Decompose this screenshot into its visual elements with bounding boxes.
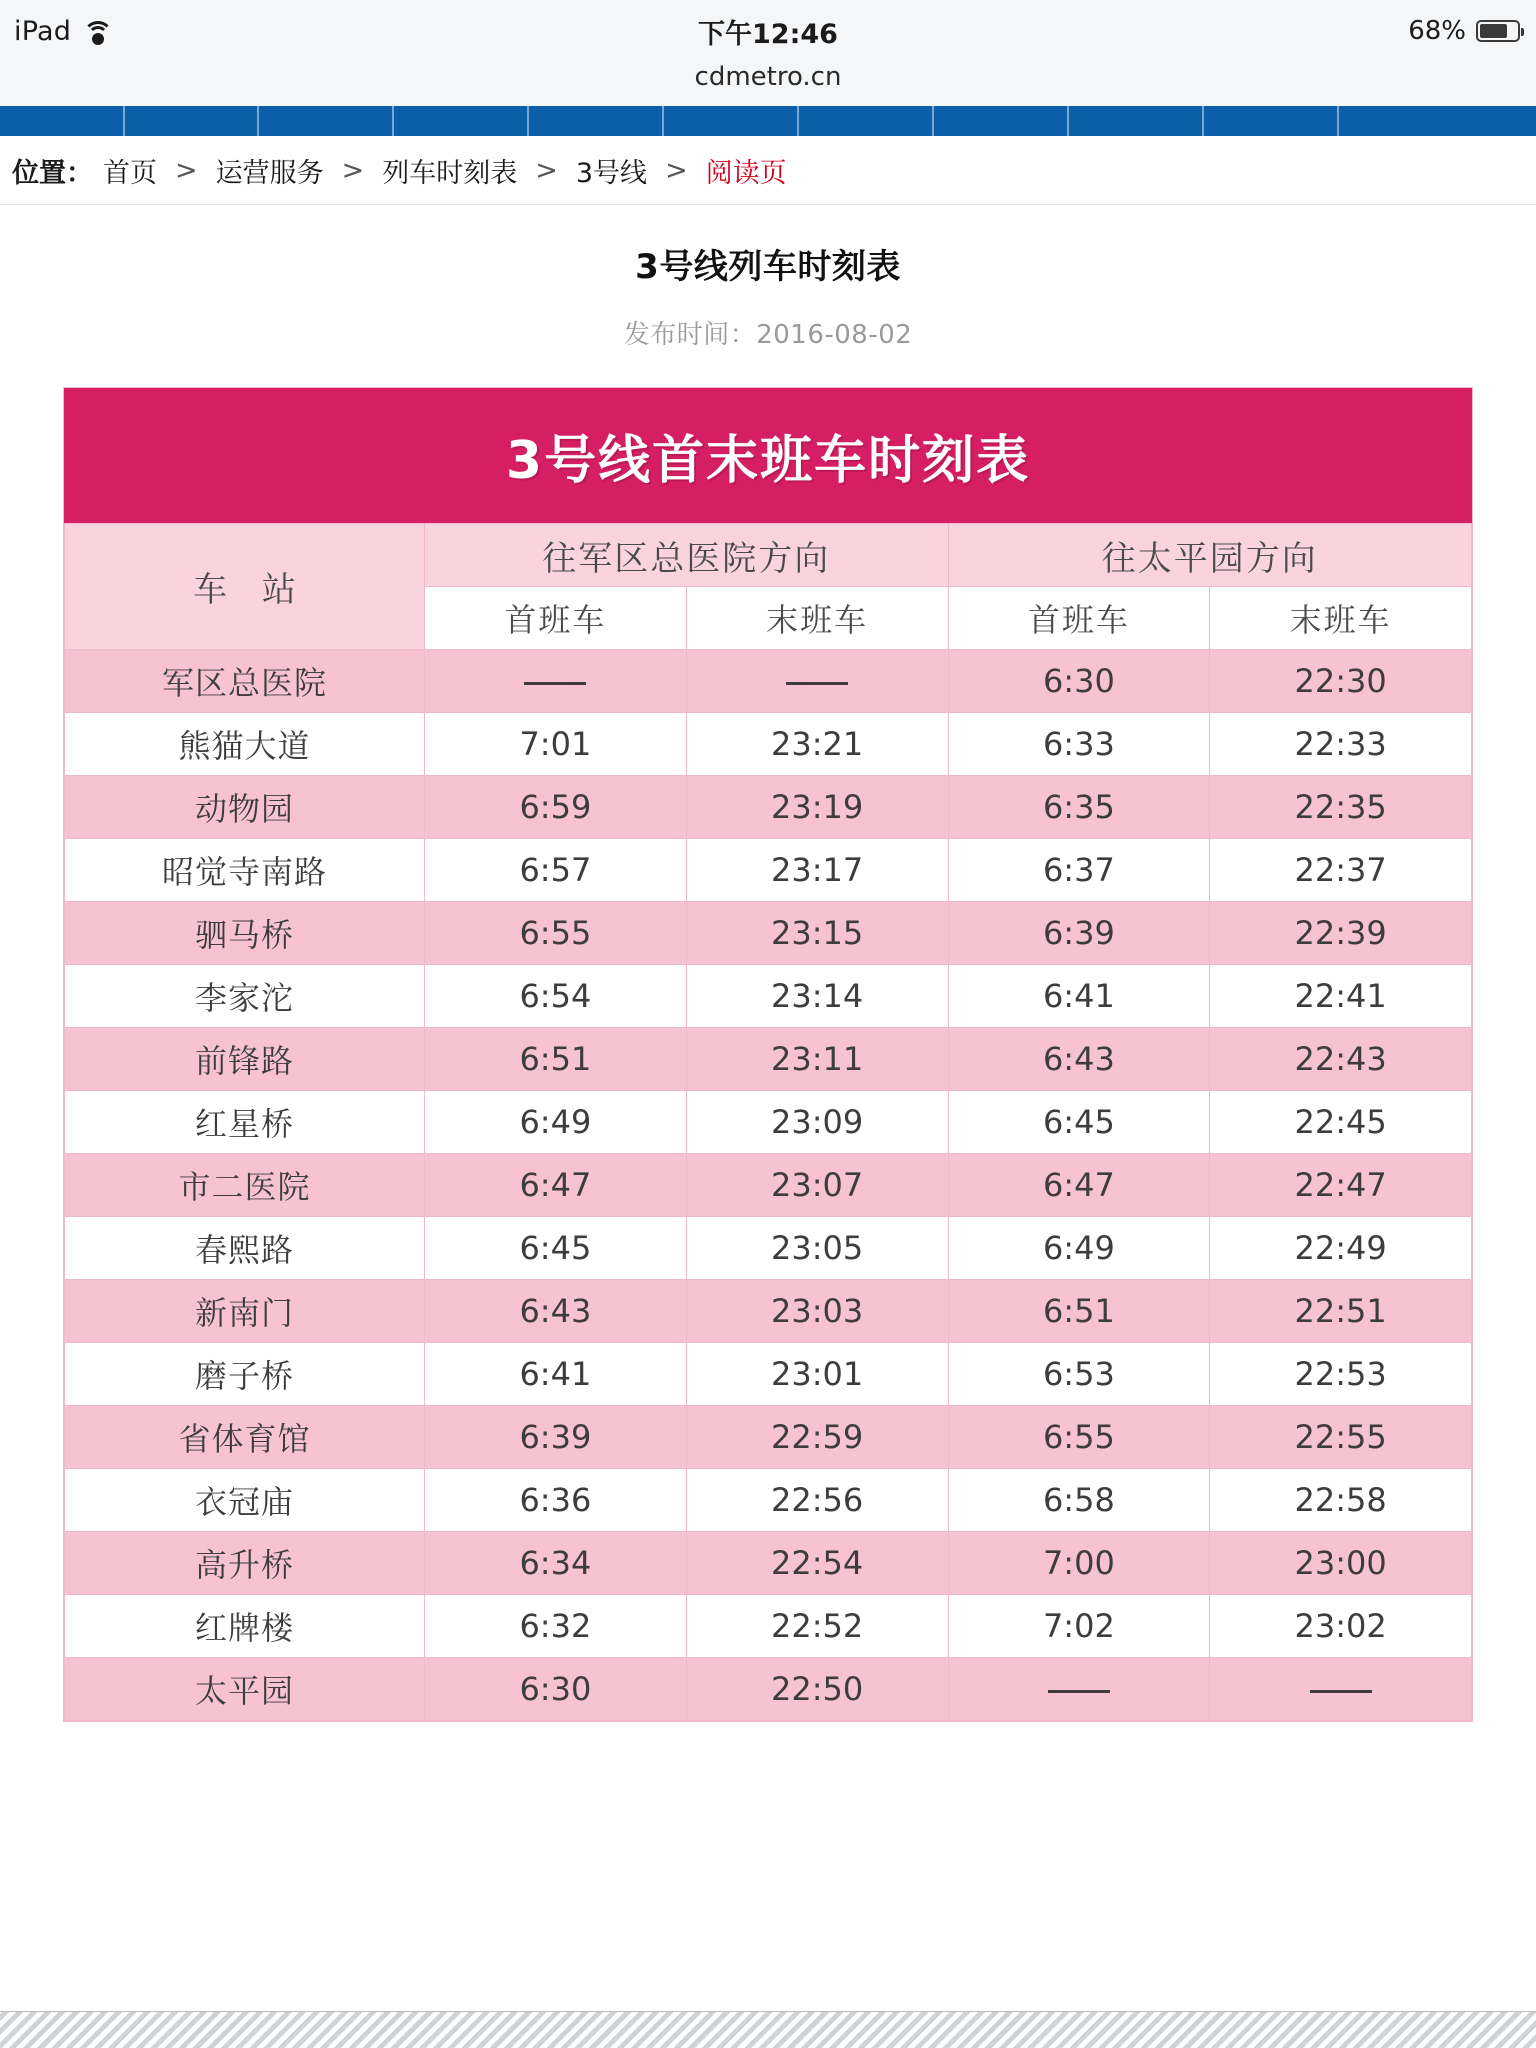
cell-a-last-train: 23:05 [686,1217,948,1280]
header-direction-a: 往军区总医院方向 [425,524,949,587]
cell-station: 红星桥 [65,1091,425,1154]
battery-icon [1476,20,1520,42]
status-bar-clock: 下午12:46 [698,18,838,50]
site-nav-stripe[interactable] [0,106,1536,136]
cell-a-last-train: 23:03 [686,1280,948,1343]
table-row [65,1028,1472,1091]
cell-b-last-train: 22:47 [1210,1154,1472,1217]
cell-b-first-train [948,1658,1210,1721]
cell-b-last-train: 22:49 [1210,1217,1472,1280]
article [0,205,1536,1722]
table-row [65,650,1472,713]
cell-a-last-train: 23:11 [686,1028,948,1091]
cell-b-first-train: 6:58 [948,1469,1210,1532]
cell-a-first-train: 6:47 [425,1154,687,1217]
cell-b-last-train: 23:00 [1210,1532,1472,1595]
no-service-dash [786,682,848,685]
cell-a-first-train: 7:01 [425,713,687,776]
cell-b-first-train: 6:45 [948,1091,1210,1154]
cell-b-first-train: 6:33 [948,713,1210,776]
cell-station: 磨子桥 [65,1343,425,1406]
no-service-dash [1310,1690,1372,1693]
cell-a-last-train: 23:21 [686,713,948,776]
cell-a-first-train: 6:30 [425,1658,687,1721]
cell-station: 熊猫大道 [65,713,425,776]
cell-b-first-train: 6:35 [948,776,1210,839]
cell-a-first-train: 6:34 [425,1532,687,1595]
breadcrumb [0,136,1536,205]
cell-a-last-train: 22:50 [686,1658,948,1721]
table-row [65,1343,1472,1406]
cell-a-last-train: 23:09 [686,1091,948,1154]
table-row [65,1595,1472,1658]
cell-b-last-train [1210,1658,1472,1721]
device-label: iPad [14,15,72,47]
cell-b-first-train: 6:30 [948,650,1210,713]
cell-b-first-train: 6:47 [948,1154,1210,1217]
breadcrumb-item-timetable[interactable]: 列车时刻表 [382,157,518,189]
cell-a-first-train: 6:49 [425,1091,687,1154]
header-a-last-train: 末班车 [686,587,948,650]
table-row [65,839,1472,902]
cell-b-first-train: 7:02 [948,1595,1210,1658]
cell-a-first-train: 6:45 [425,1217,687,1280]
bottom-hatched-bar [0,2011,1536,2048]
timetable-body [65,650,1472,1721]
cell-b-last-train: 22:35 [1210,776,1472,839]
cell-a-last-train: 22:54 [686,1532,948,1595]
breadcrumb-item-reading-page: 阅读页 [705,157,787,189]
cell-b-last-train: 22:39 [1210,902,1472,965]
publish-label: 发布时间： [623,320,757,350]
cell-b-last-train: 22:45 [1210,1091,1472,1154]
url-text[interactable]: cdmetro.cn [694,62,842,92]
breadcrumb-separator: > [665,154,688,186]
cell-b-last-train: 22:58 [1210,1469,1472,1532]
table-row [65,1091,1472,1154]
cell-b-first-train: 6:43 [948,1028,1210,1091]
table-row [65,776,1472,839]
breadcrumb-separator: > [175,154,198,186]
timetable-banner-title: 3号线首末班车时刻表 [505,431,1031,491]
header-station: 车 站 [65,524,425,650]
cell-station: 春熙路 [65,1217,425,1280]
publish-meta [0,314,1536,351]
cell-a-first-train: 6:36 [425,1469,687,1532]
cell-station: 太平园 [65,1658,425,1721]
header-direction-b: 往太平园方向 [948,524,1472,587]
cell-b-first-train: 6:53 [948,1343,1210,1406]
table-row [65,902,1472,965]
cell-a-first-train: 6:41 [425,1343,687,1406]
cell-b-last-train: 22:53 [1210,1343,1472,1406]
cell-a-first-train: 6:59 [425,776,687,839]
cell-b-last-train: 22:30 [1210,650,1472,713]
cell-a-first-train: 6:39 [425,1406,687,1469]
cell-b-last-train: 22:33 [1210,713,1472,776]
table-row [65,1406,1472,1469]
breadcrumb-item-line3[interactable]: 3号线 [575,157,648,189]
breadcrumb-item-operations[interactable]: 运营服务 [215,157,324,189]
cell-b-first-train: 6:41 [948,965,1210,1028]
cell-a-last-train: 23:07 [686,1154,948,1217]
cell-a-first-train: 6:32 [425,1595,687,1658]
timetable-figure [63,387,1473,1722]
cell-a-first-train: 6:54 [425,965,687,1028]
table-row [65,965,1472,1028]
cell-b-last-train: 22:51 [1210,1280,1472,1343]
header-b-first-train: 首班车 [948,587,1210,650]
ios-status-bar [0,0,1536,62]
no-service-dash [524,682,586,685]
timetable [64,523,1472,1721]
cell-station: 红牌楼 [65,1595,425,1658]
cell-station: 省体育馆 [65,1406,425,1469]
cell-b-last-train: 22:41 [1210,965,1472,1028]
table-row [65,713,1472,776]
url-bar[interactable] [0,62,1536,106]
battery-percent-label: 68% [1408,16,1466,46]
table-row [65,1658,1472,1721]
cell-a-last-train: 23:15 [686,902,948,965]
cell-a-last-train: 22:56 [686,1469,948,1532]
cell-a-first-train [425,650,687,713]
breadcrumb-item-home[interactable]: 首页 [103,157,157,189]
cell-a-first-train: 6:43 [425,1280,687,1343]
no-service-dash [1048,1690,1110,1693]
cell-a-last-train [686,650,948,713]
cell-b-first-train: 7:00 [948,1532,1210,1595]
cell-a-first-train: 6:55 [425,902,687,965]
breadcrumb-label: 位置： [12,157,93,189]
status-bar-left [0,16,274,47]
cell-a-first-train: 6:51 [425,1028,687,1091]
table-row [65,1280,1472,1343]
status-bar-right [1408,16,1536,46]
cell-a-last-train: 23:01 [686,1343,948,1406]
cell-b-last-train: 23:02 [1210,1595,1472,1658]
cell-b-first-train: 6:51 [948,1280,1210,1343]
breadcrumb-separator: > [341,154,365,186]
table-row [65,1217,1472,1280]
cell-a-last-train: 23:19 [686,776,948,839]
cell-station: 前锋路 [65,1028,425,1091]
cell-a-last-train: 22:59 [686,1406,948,1469]
timetable-head [65,524,1472,650]
breadcrumb-separator: > [535,154,558,186]
cell-station: 昭觉寺南路 [65,839,425,902]
page-title: 3号线列车时刻表 [635,247,901,287]
table-row [65,1154,1472,1217]
cell-station: 动物园 [65,776,425,839]
cell-b-first-train: 6:55 [948,1406,1210,1469]
header-b-last-train: 末班车 [1210,587,1472,650]
cell-b-last-train: 22:55 [1210,1406,1472,1469]
wifi-icon [83,19,113,43]
cell-a-last-train: 22:52 [686,1595,948,1658]
cell-b-first-train: 6:39 [948,902,1210,965]
cell-station: 军区总医院 [65,650,425,713]
cell-a-first-train: 6:57 [425,839,687,902]
cell-a-last-train: 23:17 [686,839,948,902]
cell-station: 衣冠庙 [65,1469,425,1532]
timetable-head-row-1 [65,524,1472,587]
cell-station: 李家沱 [65,965,425,1028]
cell-station: 高升桥 [65,1532,425,1595]
publish-date: 2016-08-02 [756,320,913,350]
timetable-banner [64,388,1472,523]
table-row [65,1532,1472,1595]
cell-b-last-train: 22:37 [1210,839,1472,902]
cell-station: 市二医院 [65,1154,425,1217]
header-a-first-train: 首班车 [425,587,687,650]
cell-b-first-train: 6:37 [948,839,1210,902]
cell-a-last-train: 23:14 [686,965,948,1028]
cell-b-last-train: 22:43 [1210,1028,1472,1091]
cell-station: 驷马桥 [65,902,425,965]
cell-station: 新南门 [65,1280,425,1343]
table-row [65,1469,1472,1532]
cell-b-first-train: 6:49 [948,1217,1210,1280]
